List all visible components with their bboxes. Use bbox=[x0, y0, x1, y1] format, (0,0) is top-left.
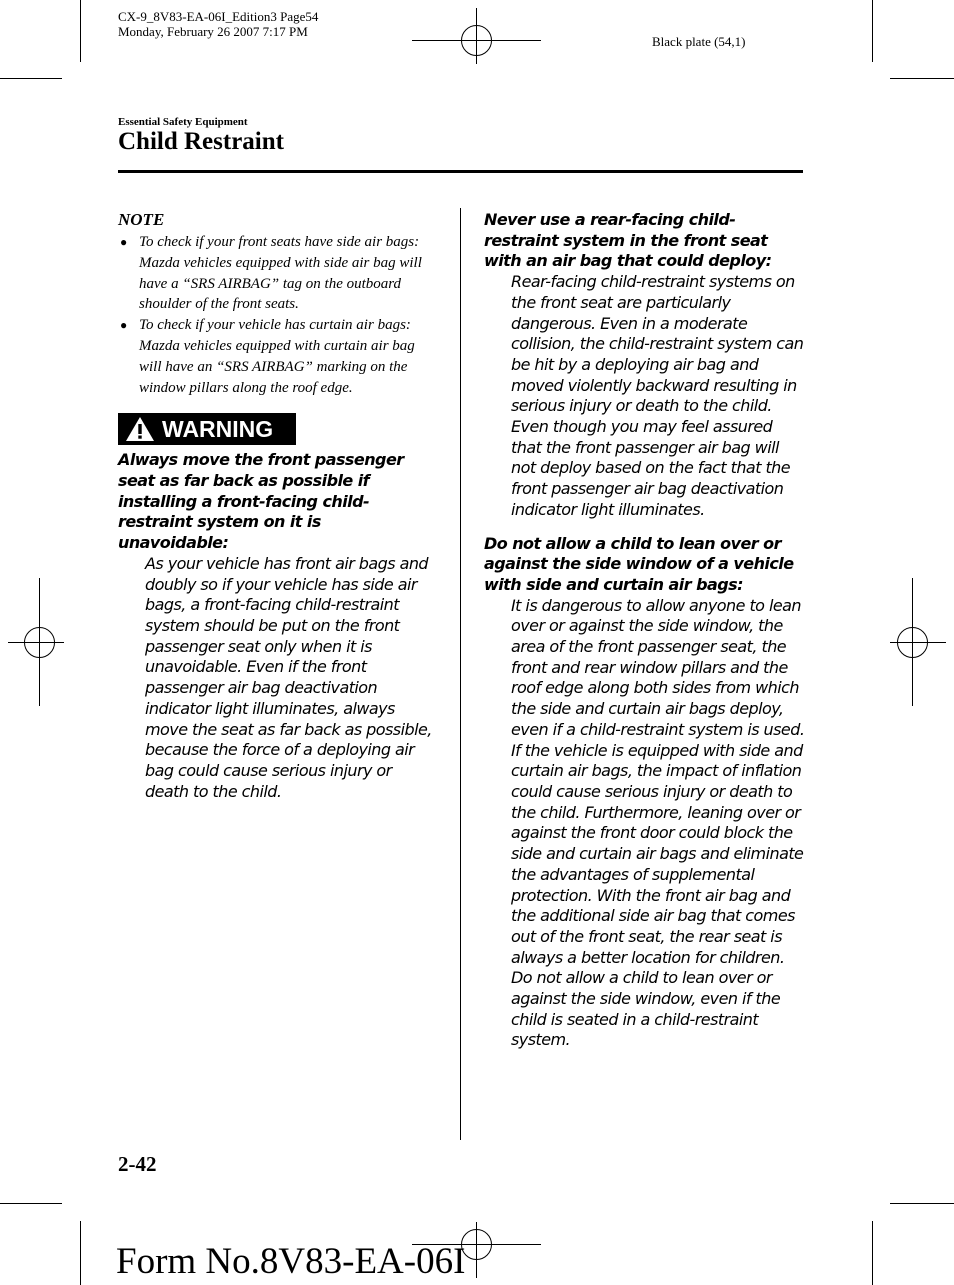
crop-mark bbox=[872, 0, 873, 62]
left-column bbox=[118, 210, 436, 815]
section-label: Essential Safety Equipment bbox=[118, 116, 248, 128]
column-divider bbox=[460, 208, 461, 1140]
crop-mark bbox=[0, 78, 62, 79]
warning-body: It is dangerous to allow anyone to lean over or against the side window, the area of the front passenger seat, the front and rear window pillars and the roof edge along both sides from which the side and curtain air bags deploy, even if a child-restraint system is used. If the vehicle is equipped with side and curtain air bags, the impact of inflation could cause serious injury or death to the child. Furthermore, leaning over or against the front door could block the side and curtain air bags and eliminate the advantages of supplemental protection. With the front air bag and the additional side air bag that comes out of the front seat, the rear seat is always a better location for children. Do not allow a child to lean over or against the side window, even if the child is seated in a child-restraint system. bbox=[511, 595, 805, 1050]
note-item-body: Mazda vehicles equipped with side air bag will have a “SRS AIRBAG” tag on the outboard shoulder of the front seats. bbox=[139, 254, 422, 313]
crop-mark bbox=[80, 1221, 81, 1285]
note-title: NOTE bbox=[118, 210, 165, 229]
form-number: Form No.8V83-EA-06I bbox=[116, 1241, 466, 1282]
note-item-lead: To check if your front seats have side air bags: bbox=[139, 234, 420, 250]
page-number: 2-42 bbox=[118, 1152, 157, 1176]
warning-body: Rear-facing child-restraint systems on the front seat are particularly dangerous. Even in a moderate collision, the child-restraint system can be hit by a deploying air bag and moved violently backward resulting in serious injury or death to the child. Even though you may feel assured that the front passenger air bag will not deploy based on the fact that the front passenger air bag deactivation indicator light illuminates. bbox=[511, 272, 804, 519]
note-item-body: Mazda vehicles equipped with curtain air bag will have an “SRS AIRBAG” marking on the window pillars along the roof edge. bbox=[139, 337, 415, 396]
crop-mark bbox=[0, 1203, 62, 1204]
warning-heading: Always move the front passenger seat as far back as possible if installing a front-facing child-restraint system on it is unavoidable: bbox=[118, 450, 404, 553]
file-line: CX-9_8V83-EA-06I_Edition3 Page54 bbox=[118, 9, 319, 24]
bullet-icon: ● bbox=[120, 235, 128, 249]
warning-heading: Never use a rear-facing child-restraint system in the front seat with an air bag that could deploy: bbox=[484, 210, 772, 271]
warning-label: WARNING bbox=[162, 415, 274, 442]
note-box bbox=[118, 210, 436, 398]
warning-triangle-icon bbox=[125, 416, 155, 442]
plate-label: Black plate (54,1) bbox=[652, 34, 746, 49]
crop-mark bbox=[890, 1203, 954, 1204]
right-column bbox=[484, 210, 806, 1064]
crop-mark bbox=[890, 78, 954, 79]
date-line: Monday, February 26 2007 7:17 PM bbox=[118, 24, 308, 39]
bullet-icon: ● bbox=[120, 318, 128, 333]
warning-item bbox=[118, 450, 436, 802]
warning-body: As your vehicle has front air bags and doubly so if your vehicle has side air bags, a front-facing child-restraint system should be put on the front passenger seat only when it is unavoidable. Even if the front passenger air bag deactivation indicator light illuminates, always move the seat as far back as possible, because the force of a deploying air bag could cause serious injury or death to the child. bbox=[145, 553, 432, 801]
warning-heading: Do not allow a child to lean over or against the side window of a vehicle with side and curtain air bags: bbox=[484, 533, 794, 594]
title-rule bbox=[118, 170, 803, 173]
note-item-lead: To check if your vehicle has curtain air bags: bbox=[139, 317, 411, 334]
note-list bbox=[118, 232, 436, 398]
warning-item bbox=[484, 534, 806, 1052]
crop-mark bbox=[872, 1221, 873, 1285]
crop-mark bbox=[80, 0, 81, 62]
warning-item bbox=[484, 210, 806, 521]
print-header bbox=[118, 9, 318, 39]
warning-badge bbox=[118, 413, 296, 445]
note-item bbox=[118, 232, 436, 315]
page-title: Child Restraint bbox=[118, 128, 284, 155]
note-item bbox=[118, 315, 436, 398]
